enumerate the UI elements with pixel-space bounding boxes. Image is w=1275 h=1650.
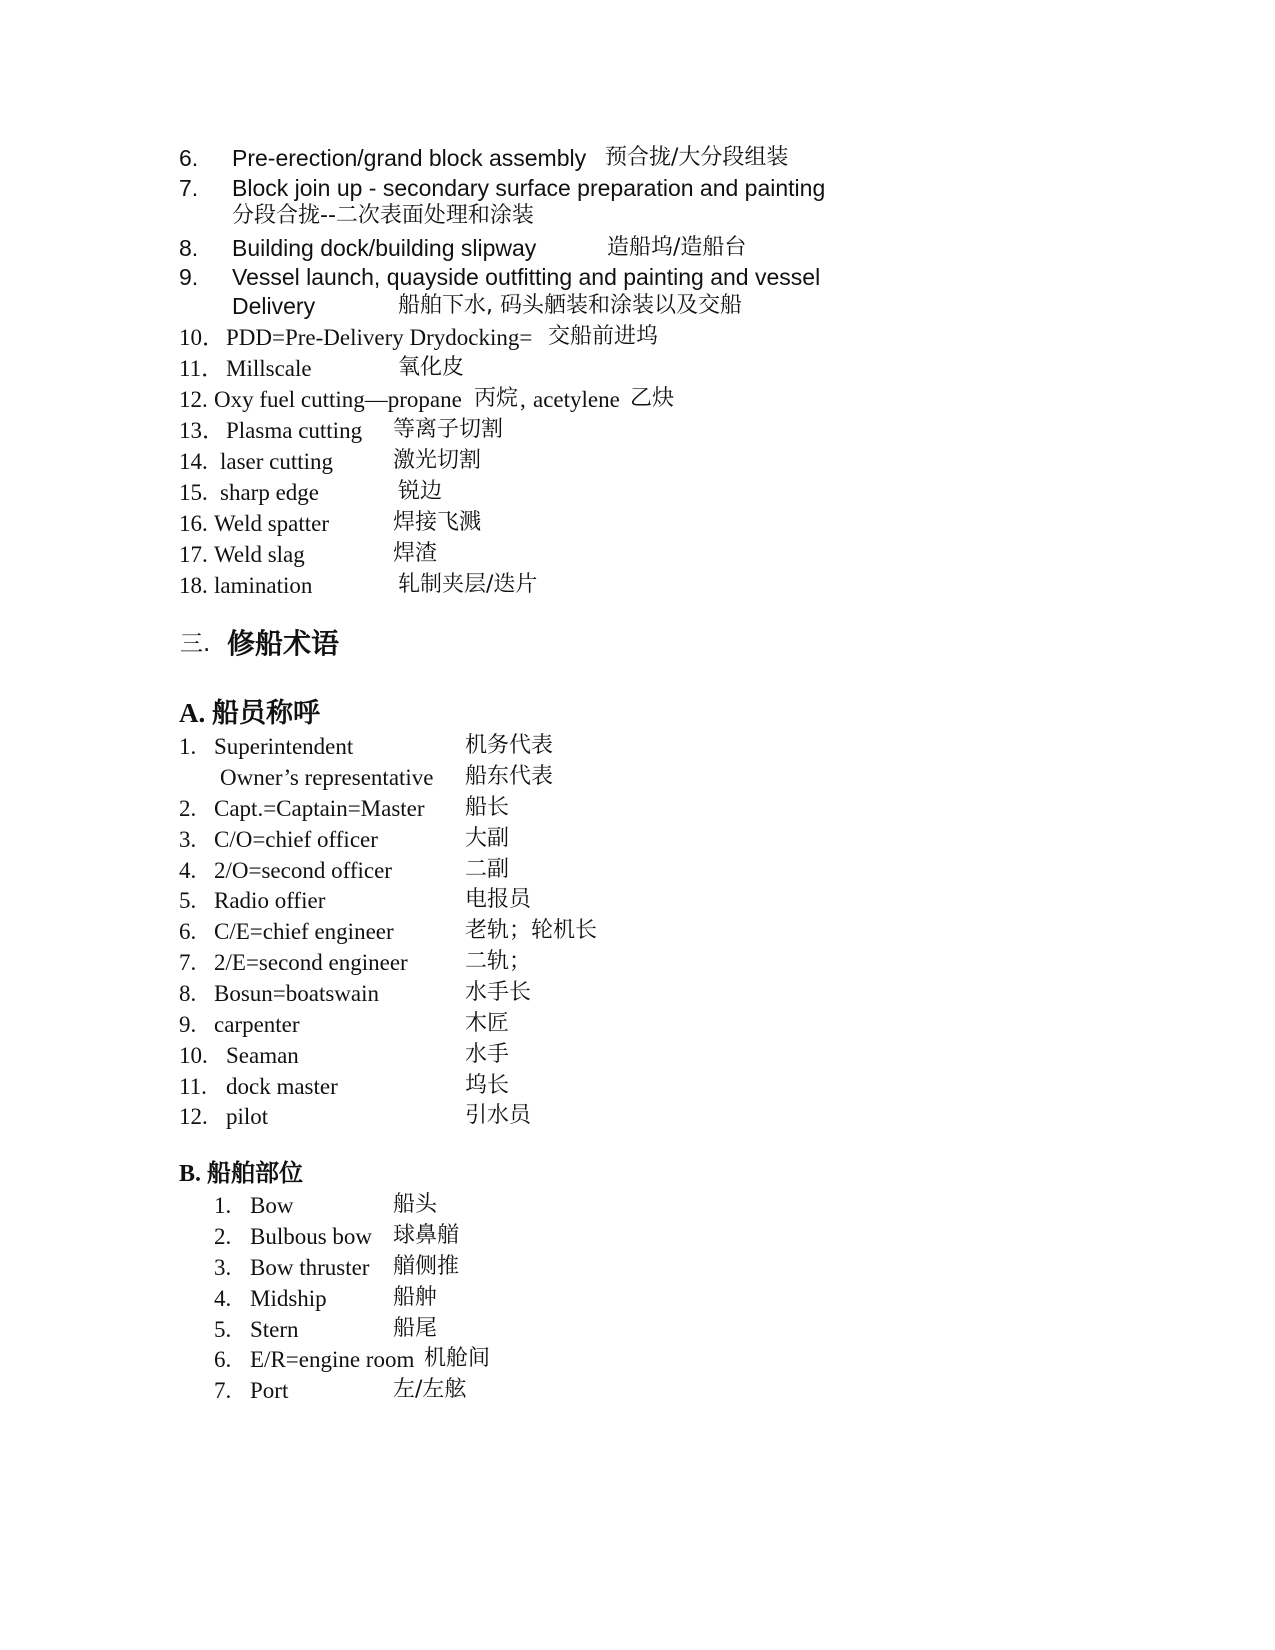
term-chinese: 焊接飞溅 — [393, 510, 482, 535]
term-chinese: 交船前进坞 — [548, 324, 659, 349]
item-number: 2. — [214, 1224, 232, 1249]
item-number: 15. — [179, 480, 208, 505]
term-chinese: 乙炔 — [630, 386, 675, 411]
section-number: 三. — [180, 631, 211, 657]
term-english-continued: Delivery — [232, 293, 316, 319]
item-number: 12. — [179, 387, 208, 412]
item-number: 11. — [179, 1074, 207, 1099]
term-english: Superintendent — [214, 734, 354, 759]
term-english: PDD=Pre-Delivery Drydocking= — [226, 325, 533, 350]
subsection-title: B. 船舶部位 — [179, 1161, 304, 1187]
term-english: C/O=chief officer — [214, 827, 378, 852]
item-number: 2. — [179, 796, 197, 821]
item-number: 6. — [179, 145, 199, 171]
term-english: Bow — [250, 1193, 294, 1218]
term-chinese: 机舱间 — [424, 1346, 491, 1371]
term-english: Building dock/building slipway — [232, 235, 537, 261]
term-chinese: 二轨； — [465, 949, 532, 974]
term-english: E/R=engine room — [250, 1347, 415, 1372]
item-number: 7. — [179, 175, 199, 201]
term-chinese: 二副 — [465, 857, 510, 882]
term-chinese: 等离子切割 — [393, 417, 504, 442]
term-chinese: 分段合拢--二次表面处理和涂装 — [232, 203, 534, 228]
item-number: 8. — [179, 235, 199, 261]
term-english: Block join up - secondary surface preparation and painting — [232, 175, 826, 201]
term-chinese: 老轨；轮机长 — [465, 918, 598, 943]
term-chinese: 锐边 — [398, 479, 443, 504]
term-chinese: 焊渣 — [393, 541, 438, 566]
term-english: Pre-erection/grand block assembly — [232, 145, 587, 171]
subsection-title: A. 船员称呼 — [179, 698, 320, 728]
term-english: laser cutting — [220, 449, 334, 474]
term-english: Vessel launch, quayside outfitting and painting and vessel — [232, 264, 821, 290]
item-number: 6. — [214, 1347, 232, 1372]
term-english: lamination — [214, 573, 313, 598]
term-english: Seaman — [226, 1043, 299, 1068]
term-english: Weld slag — [214, 542, 305, 567]
item-number: 8. — [179, 981, 197, 1006]
term-english: Oxy fuel cutting—propane — [214, 387, 462, 412]
term-chinese: 电报员 — [465, 887, 532, 912]
term-english: Millscale — [226, 356, 312, 381]
term-english: 2/E=second engineer — [214, 950, 408, 975]
term-chinese: 氧化皮 — [398, 355, 465, 380]
term-english: dock master — [226, 1074, 338, 1099]
term-chinese: 造船坞/造船台 — [607, 235, 747, 260]
term-english: Plasma cutting — [226, 418, 363, 443]
item-number: 17. — [179, 542, 208, 567]
term-chinese: 船长 — [465, 795, 510, 820]
term-chinese: 艏侧推 — [393, 1254, 460, 1279]
term-chinese: 激光切割 — [393, 448, 482, 473]
term-english: sharp edge — [220, 480, 319, 505]
item-number: 3. — [214, 1255, 232, 1280]
term-english: Stern — [250, 1317, 299, 1342]
section-title: 修船术语 — [227, 627, 340, 660]
term-english: Port — [250, 1378, 289, 1403]
term-chinese: 大副 — [465, 826, 510, 851]
item-number: 3. — [179, 827, 197, 852]
term-chinese: 轧制夹层/迭片 — [398, 572, 538, 597]
term-english: acetylene — [533, 387, 620, 412]
term-chinese: 木匠 — [465, 1011, 510, 1036]
item-number: 16. — [179, 511, 208, 536]
item-number: 9. — [179, 1012, 197, 1037]
item-number: 7. — [214, 1378, 232, 1403]
item-number: 14. — [179, 449, 208, 474]
item-number: 5. — [179, 888, 197, 913]
term-english: Owner’s representative — [220, 765, 434, 790]
term-chinese: 船尾 — [393, 1316, 438, 1341]
term-english: pilot — [226, 1104, 269, 1129]
term-english: Capt.=Captain=Master — [214, 796, 425, 821]
item-number: 10． — [179, 325, 225, 350]
term-english: 2/O=second officer — [214, 858, 392, 883]
term-english: C/E=chief engineer — [214, 919, 394, 944]
term-chinese: 水手 — [465, 1042, 510, 1067]
item-number: 13． — [179, 418, 225, 443]
term-chinese: 引水员 — [465, 1103, 532, 1128]
term-chinese: 预合拢/大分段组装 — [605, 145, 789, 170]
term-english: Midship — [250, 1286, 327, 1311]
term-chinese: 坞长 — [465, 1073, 510, 1098]
term-english: Bulbous bow — [250, 1224, 373, 1249]
item-number: 5. — [214, 1317, 232, 1342]
term-chinese: 船舯 — [393, 1285, 438, 1310]
term-chinese: 船头 — [393, 1192, 438, 1217]
term-english: Bow thruster — [250, 1255, 370, 1280]
term-chinese: 左/左舷 — [393, 1377, 467, 1402]
item-number: 1. — [214, 1193, 232, 1218]
item-number: 4. — [179, 858, 197, 883]
term-chinese: 水手长 — [465, 980, 532, 1005]
item-number: 10. — [179, 1043, 208, 1068]
item-number: 12. — [179, 1104, 208, 1129]
item-number: 7. — [179, 950, 197, 975]
item-number: 11． — [179, 356, 225, 381]
item-number: 9. — [179, 264, 199, 290]
term-chinese: 船东代表 — [465, 764, 554, 789]
item-number: 18. — [179, 573, 208, 598]
item-number: 6. — [179, 919, 197, 944]
item-number: 4. — [214, 1286, 232, 1311]
term-chinese: 船舶下水, 码头舾装和涂装以及交船 — [398, 293, 742, 318]
term-english: carpenter — [214, 1012, 300, 1037]
term-english: Radio offier — [214, 888, 326, 913]
term-english: Bosun=boatswain — [214, 981, 380, 1006]
term-chinese: 球鼻艏 — [393, 1223, 460, 1248]
term-english: Weld spatter — [214, 511, 330, 536]
term-chinese: 机务代表 — [465, 733, 554, 758]
item-number: 1. — [179, 734, 197, 759]
term-chinese: 丙烷 — [474, 386, 519, 411]
